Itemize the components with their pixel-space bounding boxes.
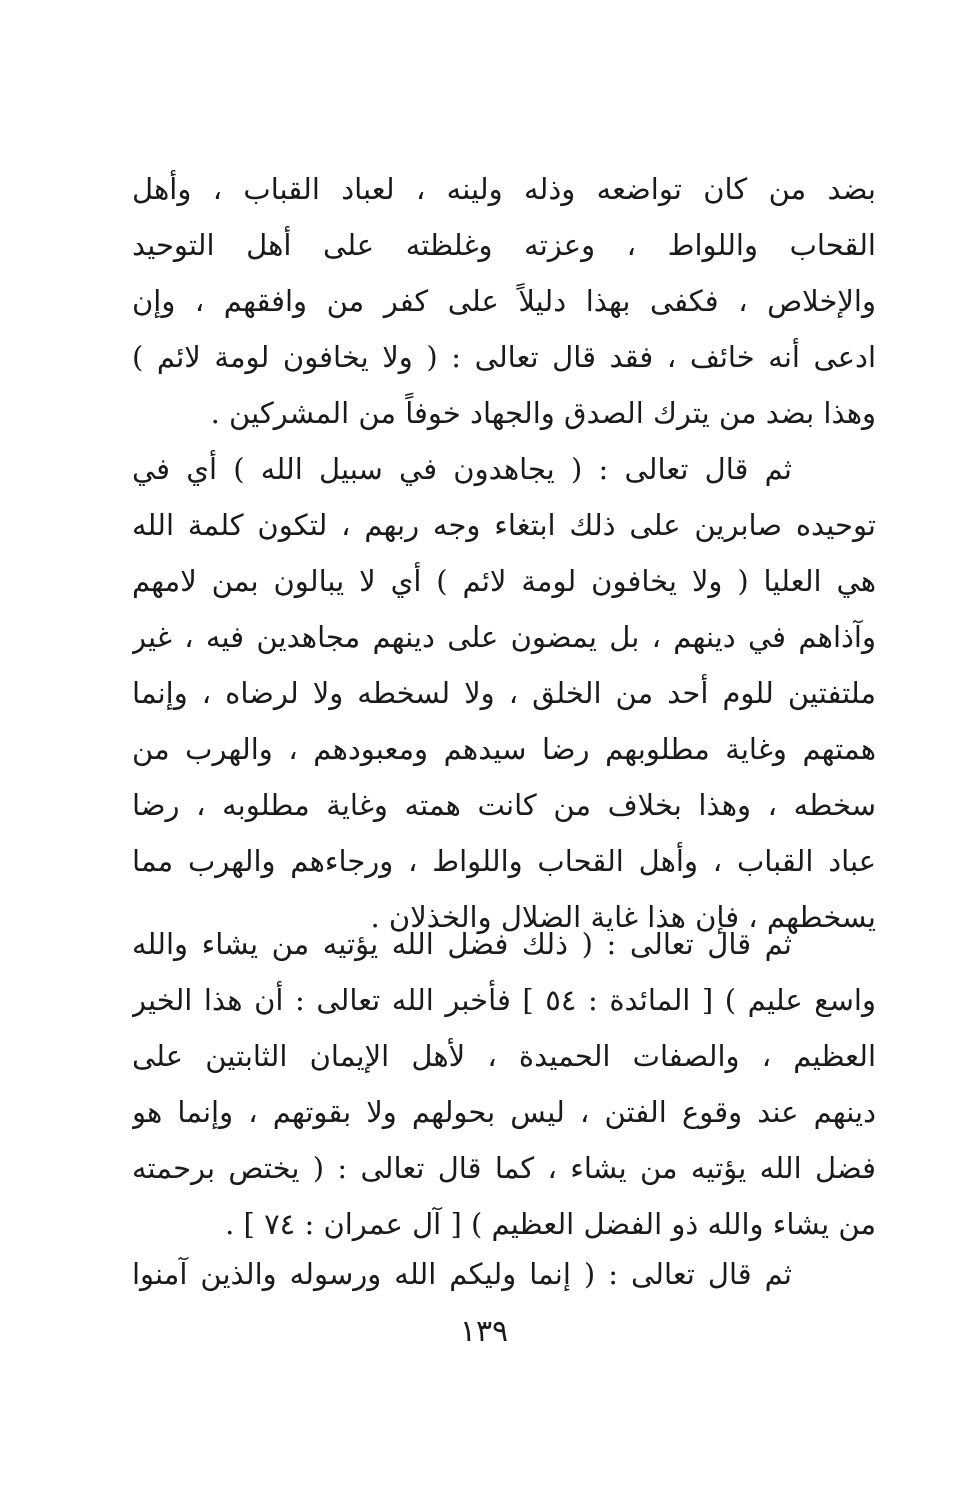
text-line: بضد من كان تواضعه وذله ولينه ، لعباد القباب ، وأهل [132, 172, 876, 206]
text-line: فضل الله يؤتيه من يشاء ، كما قال تعالى : ( يختص برحمته [132, 1151, 876, 1185]
text-line: ثم قال تعالى : ( إنما وليكم الله ورسوله والذين آمنوا [132, 1257, 792, 1291]
paragraph-4 [132, 1246, 876, 1302]
text-line: يسخطهم ، فإن هذا غاية الضلال والخذلان . [370, 900, 876, 934]
text-line: همتهم وغاية مطلوبهم رضا سيدهم ومعبودهم ، والهرب من [132, 732, 876, 766]
text-line: وآذاهم في دينهم ، بل يمضون على دينهم مجاهدين فيه ، غير [132, 620, 876, 654]
text-line: القحاب واللواط ، وعزته وغلظته على أهل التوحيد [132, 228, 876, 262]
text-line: عباد القباب ، وأهل القحاب واللواط ، ورجاءهم والهرب مما [132, 844, 876, 878]
text-line: ثم قال تعالى : ( يجاهدون في سبيل الله ) أي في [132, 452, 792, 486]
text-line: ملتفتين للوم أحد من الخلق ، ولا لسخطه ولا لرضاه ، وإنما [132, 676, 876, 710]
text-line: واسع عليم ) [ المائدة : ٥٤ ] فأخبر الله تعالى : أن هذا الخير [132, 983, 876, 1017]
text-line: دينهم عند وقوع الفتن ، ليس بحولهم ولا بقوتهم ، وإنما هو [132, 1095, 876, 1129]
text-line: العظيم ، والصفات الحميدة ، لأهل الإيمان الثابتين على [132, 1039, 876, 1073]
text-line: توحيده صابرين على ذلك ابتغاء وجه ربهم ، لتكون كلمة الله [132, 508, 876, 542]
text-line: سخطه ، وهذا بخلاف من كانت همته وغاية مطلوبه ، رضا [132, 788, 876, 822]
paragraph-3 [132, 916, 876, 1252]
text-line: والإخلاص ، فكفى بهذا دليلاً على كفر من وافقهم ، وإن [132, 284, 876, 318]
text-line: هي العليا ( ولا يخافون لومة لائم ) أي لا يبالون بمن لامهم [132, 564, 876, 598]
text-line: ادعى أنه خائف ، فقد قال تعالى : ( ولا يخافون لومة لائم ) [132, 340, 876, 374]
paragraph-1 [132, 161, 876, 441]
text-line: من يشاء والله ذو الفضل العظيم ) [ آل عمران : ٧٤ ] . [225, 1207, 876, 1241]
paragraph-2 [132, 441, 876, 945]
page-number: ١٣٩ [459, 1314, 509, 1349]
text-line: ثم قال تعالى : ( ذلك فضل الله يؤتيه من يشاء والله [132, 927, 792, 961]
text-line: وهذا بضد من يترك الصدق والجهاد خوفاً من المشركين . [210, 396, 876, 430]
